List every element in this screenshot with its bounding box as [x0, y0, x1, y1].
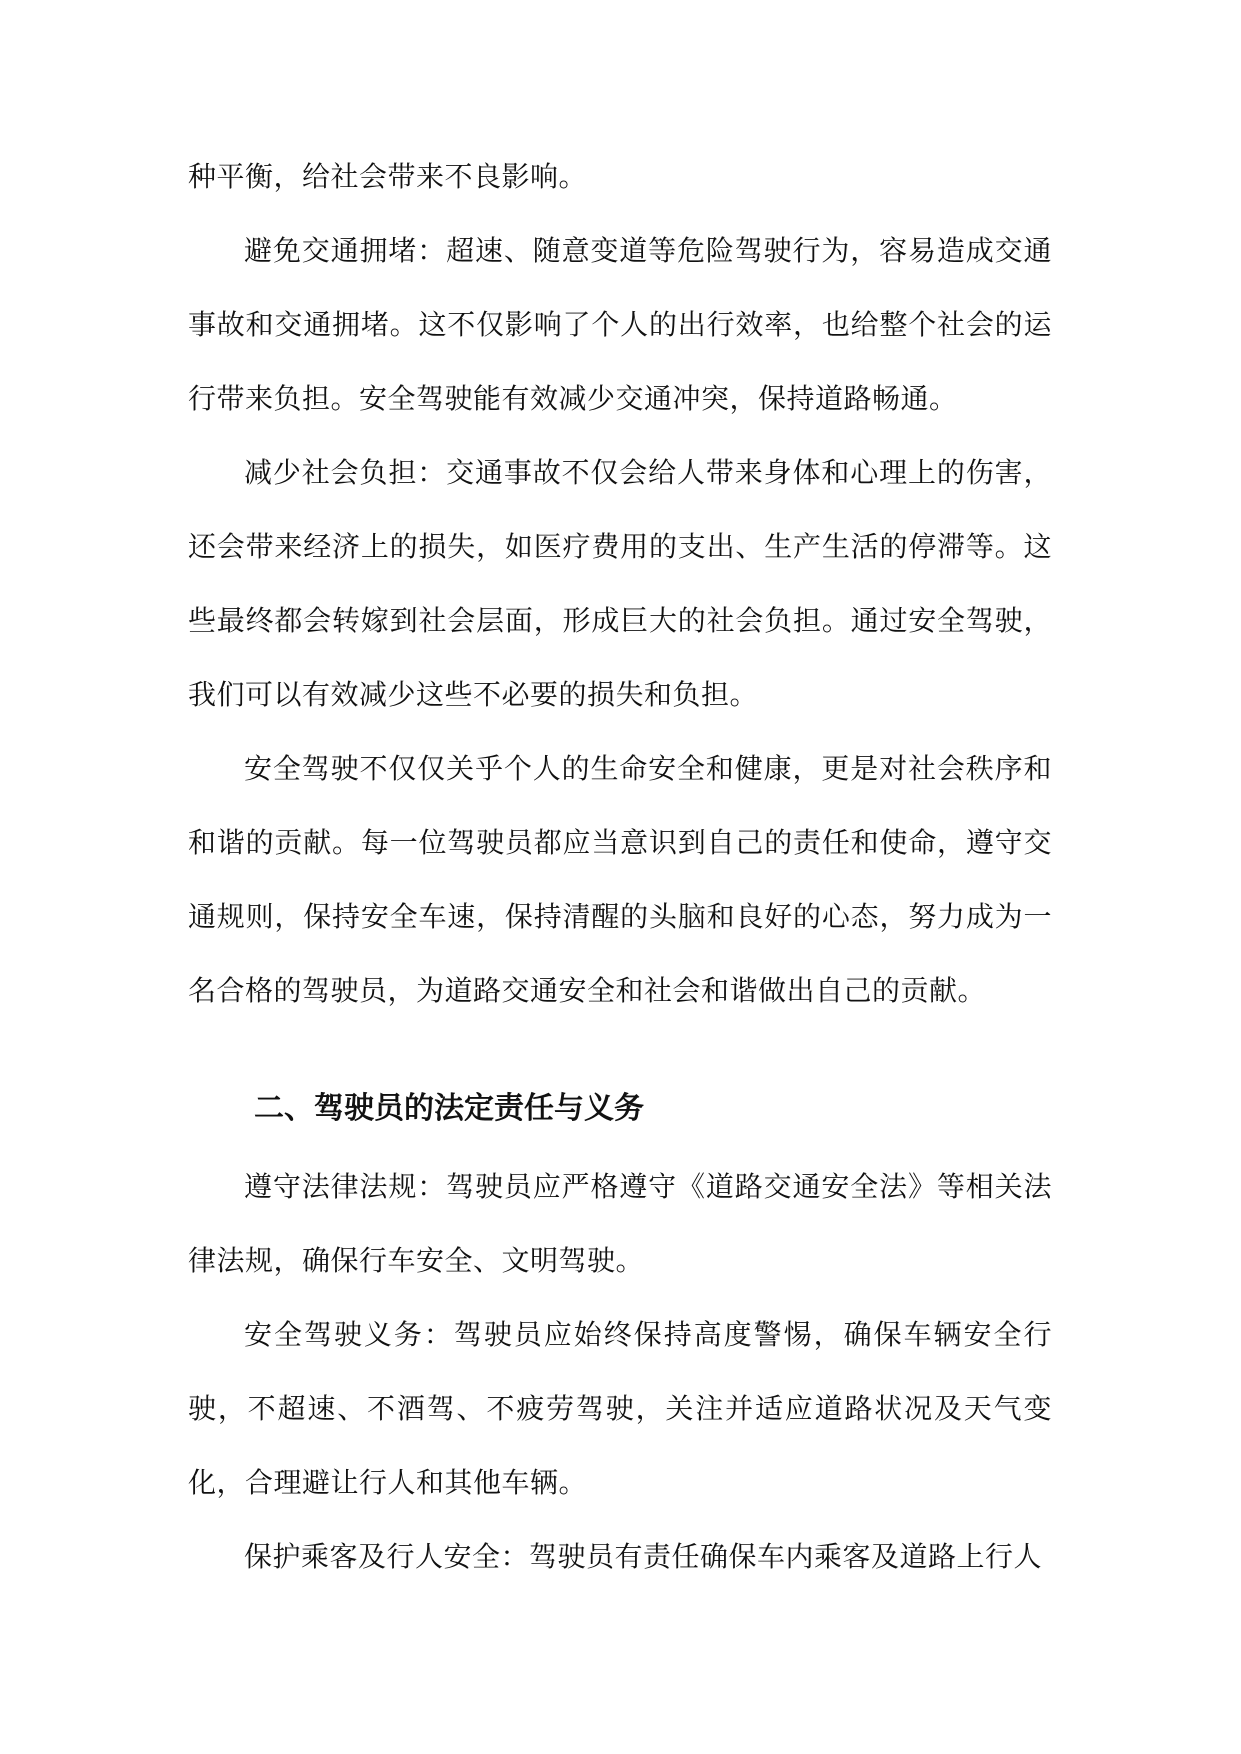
paragraph-avoid-congestion: 避免交通拥堵：超速、随意变道等危险驾驶行为，容易造成交通事故和交通拥堵。这不仅影响了个人的出行效率，也给整个社会的运行带来负担。安全驾驶能有效减少交通冲突，保持道路畅通。 — [188, 234, 1052, 415]
paragraph-continuation: 种平衡，给社会带来不良影响。 — [188, 160, 588, 193]
paragraph-reduce-burden: 减少社会负担：交通事故不仅会给人带来身体和心理上的伤害，还会带来经济上的损失，如医疗费用的支出、生产生活的停滞等。这些最终都会转嫁到社会层面，形成巨大的社会负担。通过安全驾驶，我们可以有效减少这些不必要的损失和负担。 — [188, 456, 1052, 711]
paragraph-safe-driving-duty: 安全驾驶义务：驾驶员应始终保持高度警惕，确保车辆安全行驶，不超速、不酒驾、不疲劳驾驶，关注并适应道路状况及天气变化，合理避让行人和其他车辆。 — [188, 1318, 1052, 1499]
section-heading: 二、驾驶员的法定责任与义务 — [254, 1091, 644, 1126]
paragraph-obey-laws: 遵守法律法规：驾驶员应严格遵守《道路交通安全法》等相关法律法规，确保行车安全、文明驾驶。 — [188, 1170, 1052, 1277]
paragraph-protect-passengers: 保护乘客及行人安全：驾驶员有责任确保车内乘客及道路上行人 — [244, 1540, 1043, 1573]
paragraph-summary: 安全驾驶不仅仅关乎个人的生命安全和健康，更是对社会秩序和和谐的贡献。每一位驾驶员都应当意识到自己的责任和使命，遵守交通规则，保持安全车速，保持清醒的头脑和良好的心态，努力成为一名合格的驾驶员，为道路交通安全和社会和谐做出自己的贡献。 — [188, 752, 1052, 1007]
document-body — [188, 140, 1052, 1594]
